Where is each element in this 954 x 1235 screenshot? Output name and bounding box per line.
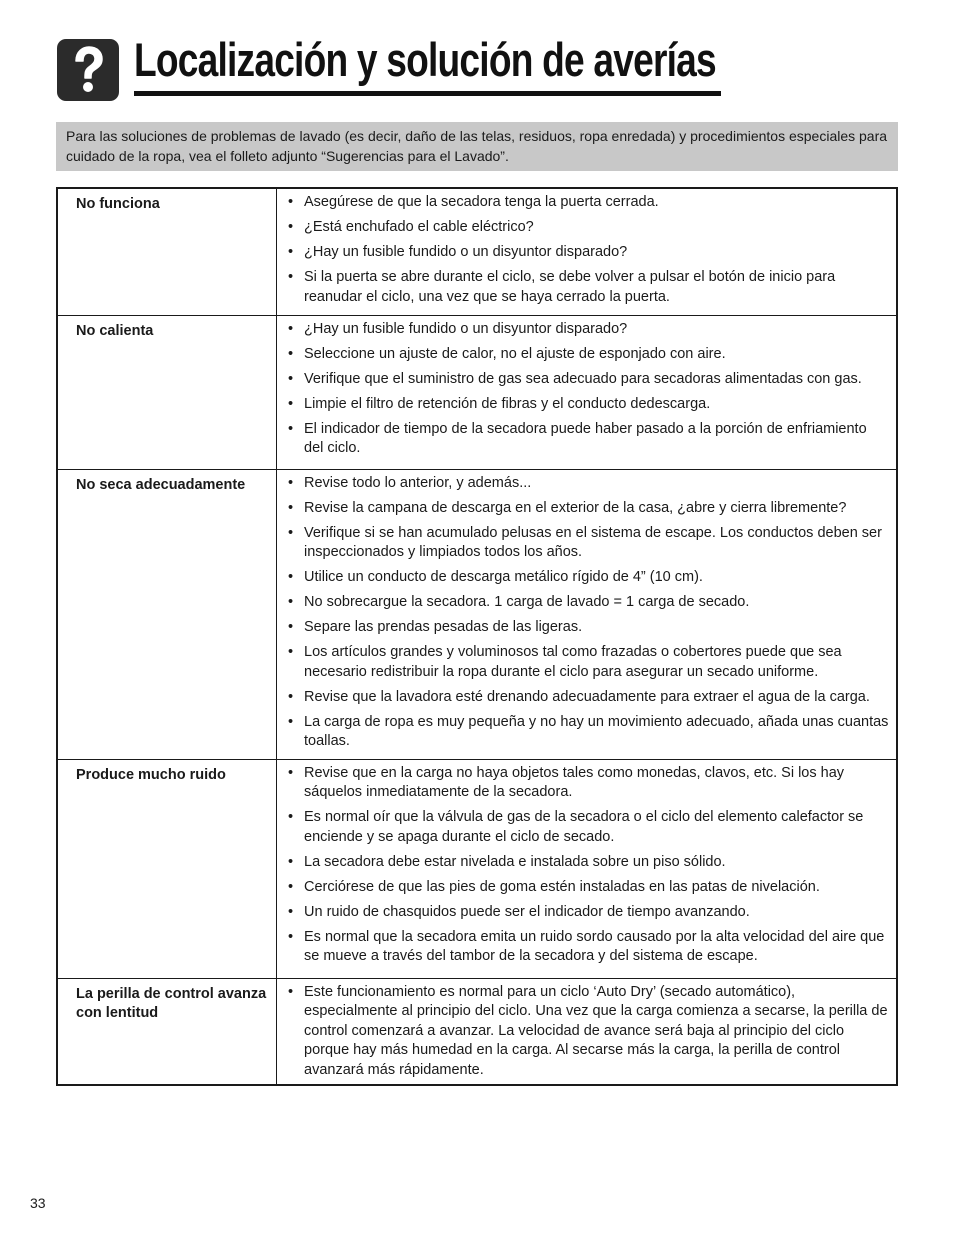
question-mark-icon — [57, 39, 119, 101]
list-item: • ¿Hay un fusible fundido o un disyuntor disparado? — [287, 243, 890, 263]
table-row — [57, 315, 897, 469]
solutions-list — [287, 983, 890, 1081]
list-item: • ¿Está enchufado el cable eléctrico? — [287, 218, 890, 238]
list-item: • Asegúrese de que la secadora tenga la puerta cerrada. — [287, 193, 890, 213]
solutions-list — [287, 474, 890, 752]
solutions-list — [287, 193, 890, 307]
list-item: • Revise que la lavadora esté drenando adecuadamente para extraer el agua de la carga. — [287, 688, 890, 708]
list-item: • Utilice un conducto de descarga metálico rígido de 4” (10 cm). — [287, 568, 890, 588]
solutions-cell — [277, 315, 898, 469]
list-item: • Un ruido de chasquidos puede ser el indicador de tiempo avanzando. — [287, 903, 890, 923]
list-item: • Este funcionamiento es normal para un ciclo ‘Auto Dry’ (secado automático), especialmente al principio del ciclo. Una vez que la carga comienza a secarse, la perilla de control comenzará a avanzar. La velocidad de avance será baja al principio del ciclo porque hay más humedad en la carga. Al secarse más la carga, la perilla de control avanzará más rápidamente. — [287, 983, 890, 1081]
problem-cell: No funciona — [57, 188, 277, 315]
list-item: • Revise que en la carga no haya objetos tales como monedas, clavos, etc. Si los hay sáquelos inmediatamente de la secadora. — [287, 764, 890, 803]
solutions-list — [287, 320, 890, 459]
list-item: • La carga de ropa es muy pequeña y no hay un movimiento adecuado, añada unas cuantas toallas. — [287, 713, 890, 752]
solutions-cell — [277, 759, 898, 978]
list-item: • Es normal oír que la válvula de gas de la secadora o el ciclo del elemento calefactor se enciende y se apaga durante el ciclo de secado. — [287, 808, 890, 847]
table-row — [57, 978, 897, 1085]
list-item: • Verifique si se han acumulado pelusas en el sistema de escape. Los conductos deben ser inspeccionados y limpiados todos los años. — [287, 524, 890, 563]
help-badge — [57, 39, 119, 101]
list-item: • Limpie el filtro de retención de fibras y el conducto dedescarga. — [287, 395, 890, 415]
list-item: • Cerciórese de que las pies de goma estén instaladas en las patas de nivelación. — [287, 878, 890, 898]
list-item: • Los artículos grandes y voluminosos tal como frazadas o cobertores puede que sea necesario redistribuir la ropa durante el ciclo para asegurar un secado uniforme. — [287, 643, 890, 682]
list-item: • Verifique que el suministro de gas sea adecuado para secadoras alimentadas con gas. — [287, 370, 890, 390]
troubleshooting-table — [56, 187, 898, 1086]
problem-cell: No seca adecuadamente — [57, 469, 277, 759]
page-number: 33 — [30, 1195, 46, 1211]
list-item: • Seleccione un ajuste de calor, no el ajuste de esponjado con aire. — [287, 345, 890, 365]
list-item: • Separe las prendas pesadas de las ligeras. — [287, 618, 890, 638]
problem-cell: Produce mucho ruido — [57, 759, 277, 978]
table-row — [57, 469, 897, 759]
page-title: Localización y solución de averías — [134, 33, 716, 86]
list-item: • ¿Hay un fusible fundido o un disyuntor disparado? — [287, 320, 890, 340]
list-item: • Es normal que la secadora emita un ruido sordo causado por la alta velocidad del aire que se mueve a través del tambor de la secadora y del sistema de escape. — [287, 928, 890, 967]
list-item: • Revise la campana de descarga en el exterior de la casa, ¿abre y cierra libremente? — [287, 499, 890, 519]
table-row — [57, 759, 897, 978]
solutions-list — [287, 764, 890, 967]
solutions-cell — [277, 978, 898, 1085]
list-item: • Revise todo lo anterior, y además... — [287, 474, 890, 494]
solutions-cell — [277, 469, 898, 759]
list-item: • Si la puerta se abre durante el ciclo, se debe volver a pulsar el botón de inicio para reanudar el ciclo, una vez que se haya cerrado la puerta. — [287, 268, 890, 307]
title-underline — [134, 91, 721, 96]
problem-cell: No calienta — [57, 315, 277, 469]
list-item: • El indicador de tiempo de la secadora puede haber pasado a la porción de enfriamiento del ciclo. — [287, 420, 890, 459]
list-item: • No sobrecargue la secadora. 1 carga de lavado = 1 carga de secado. — [287, 593, 890, 613]
solutions-cell — [277, 188, 898, 315]
problem-cell: La perilla de control avanza con lentitud — [57, 978, 277, 1085]
list-item: • La secadora debe estar nivelada e instalada sobre un piso sólido. — [287, 853, 890, 873]
intro-note: Para las soluciones de problemas de lavado (es decir, daño de las telas, residuos, ropa enredada) y procedimientos especiales para cuidado de la ropa, vea el folleto adjunto “Sugerencias para el Lavado”. — [56, 122, 898, 171]
table-row — [57, 188, 897, 315]
